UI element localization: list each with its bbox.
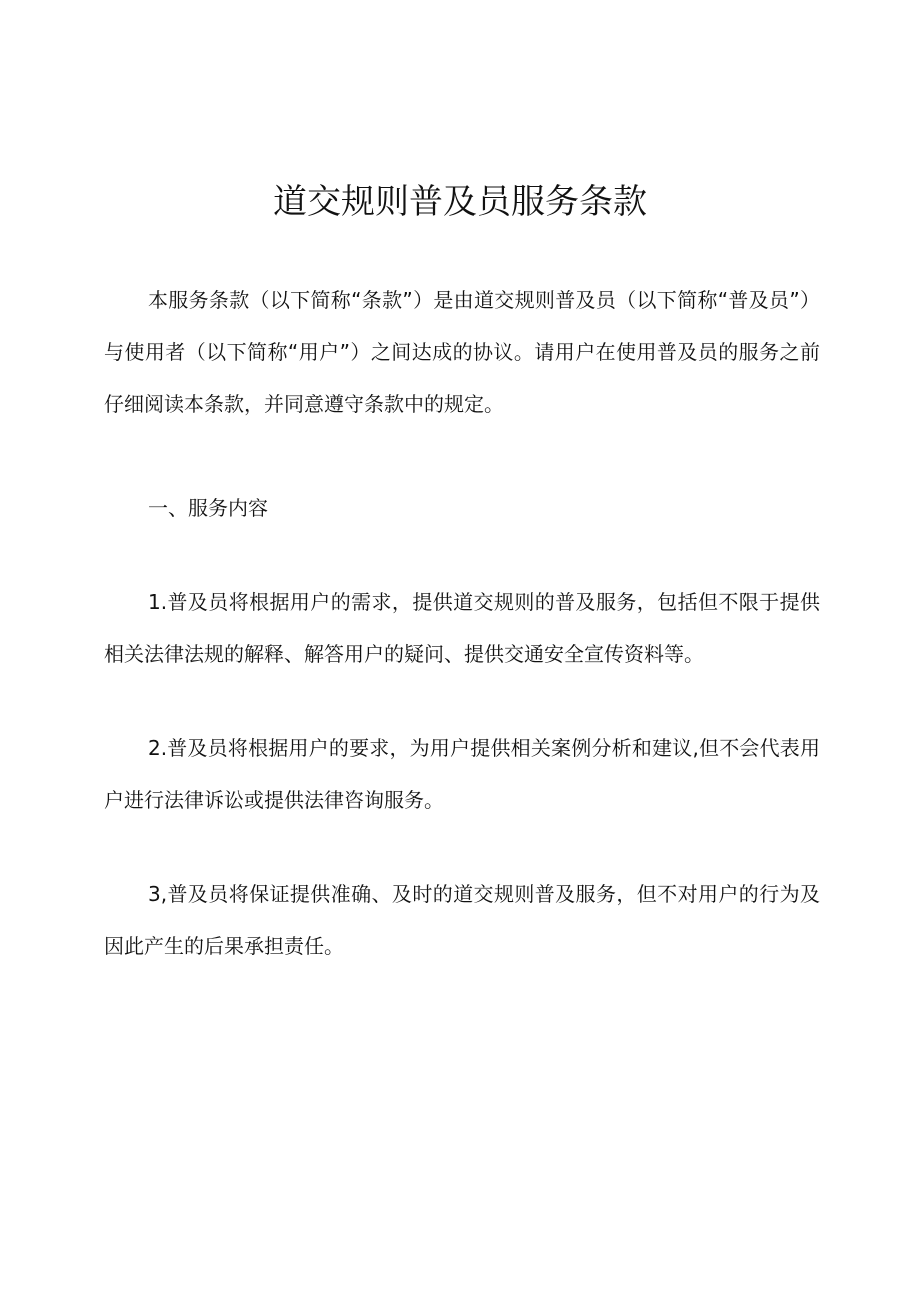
document-title: 道交规则普及员服务条款 (273, 182, 647, 222)
clause-item-2: 2.普及员将根据用户的要求，为用户提供相关案例分析和建议,但不会代表用户进行法律诉讼或提供法律咨询服务。 (104, 736, 820, 812)
section-heading-service-content: 一、服务内容 (148, 496, 268, 520)
clause-item-3: 3,普及员将保证提供准确、及时的道交规则普及服务，但不对用户的行为及因此产生的后果承担责任。 (104, 882, 820, 958)
intro-paragraph: 本服务条款（以下简称“条款”）是由道交规则普及员（以下简称“普及员”）与使用者（以下简称“用户”）之间达成的协议。请用户在使用普及员的服务之前仔细阅读本条款，并同意遵守条款中的规定。 (104, 288, 820, 416)
clause-item-1: 1.普及员将根据用户的需求，提供道交规则的普及服务，包括但不限于提供相关法律法规的解释、解答用户的疑问、提供交通安全宣传资料等。 (104, 590, 820, 666)
